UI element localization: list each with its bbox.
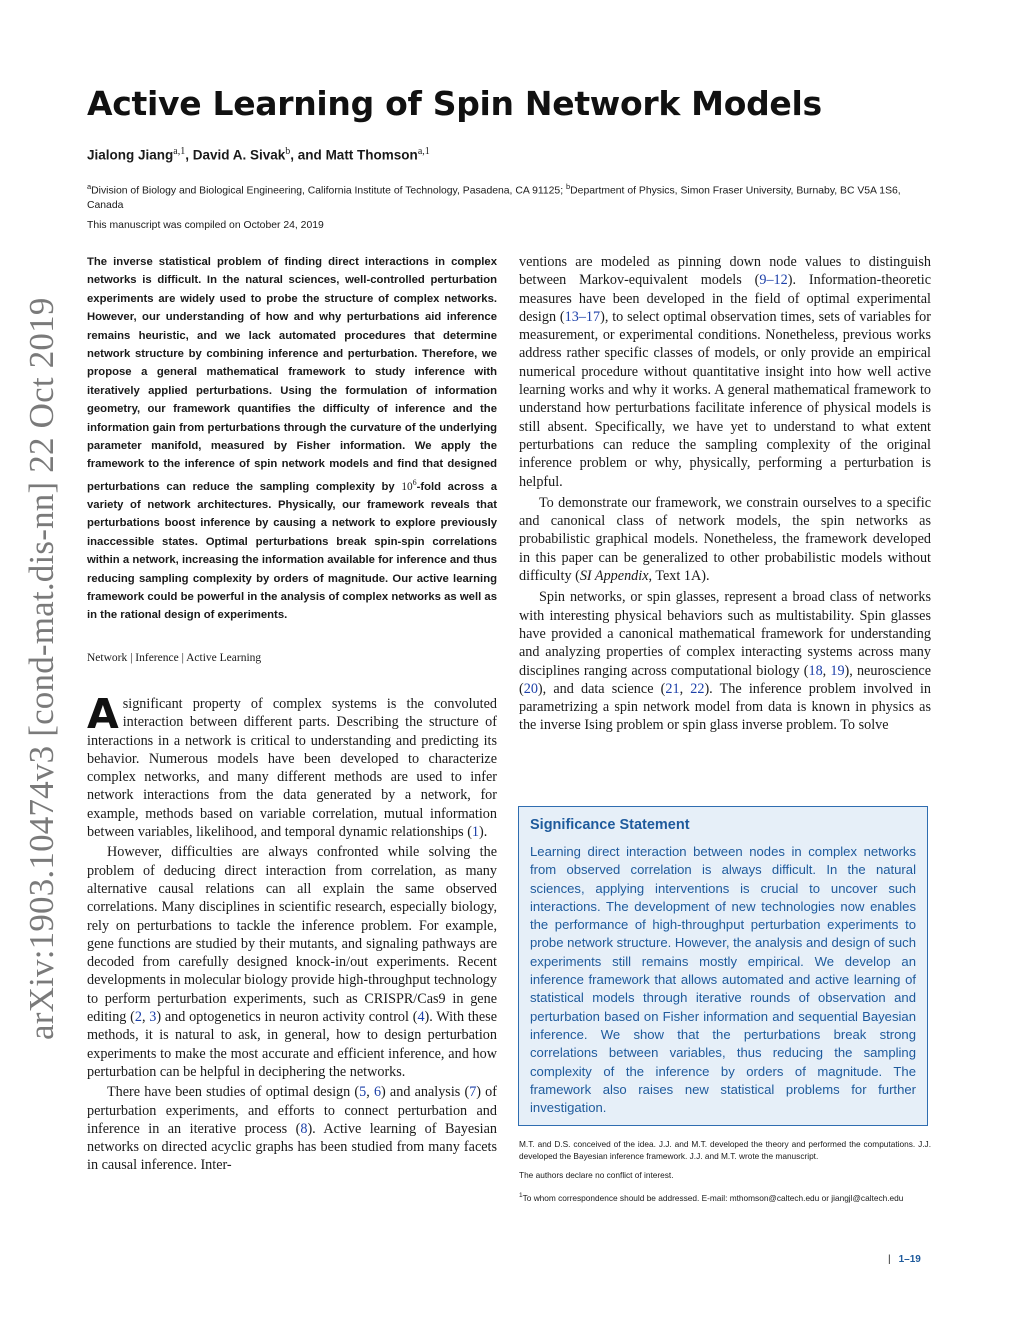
paragraph-text: There have been studies of optimal design ( (107, 1084, 360, 1101)
abstract-text: The inverse statistical problem of finding direct interactions in complex networks is difficult. In the natural sciences, well-controlled perturbation experiments are widely used to probe the structure of complex networks. However, our understanding of how and why perturbations aid inference remains heuristic, and we lack automated procedures that determine network structure by combining inference and perturbation. Therefore, we propose a general mathematical framework to study inference with iteratively applied perturbations. Using the formulation of information geometry, our framework quantifies the difficulty of inference and the information gain from perturbations through the curvature of the underlying parameter manifold, measured by Fisher information. We apply the framework to the inference of spin network models and find that designed perturbations can reduce the sampling complexity by (87, 256, 497, 493)
footnotes (519, 1139, 931, 1212)
citation-link[interactable]: 4 (417, 1009, 425, 1026)
citation-link[interactable]: 1 (471, 824, 480, 841)
author-name: David A. Sivak (192, 147, 286, 163)
arxiv-identifier: arXiv:1903.10474v3 [cond-mat.dis-nn] 22 Oct 2019 (22, 297, 61, 1040)
citation-link[interactable]: 18 (808, 662, 823, 679)
citation-link[interactable]: 8 (300, 1120, 308, 1137)
paragraph-text: , Text 1A). (648, 568, 710, 585)
author-name: Jialong Jiang (87, 147, 174, 163)
affiliations (87, 180, 937, 213)
paragraph-text: To demonstrate our framework, we constrain ourselves to a specific and canonical class of network models, the spin networks as probabilistic graphical models. Nonetheless, the framework developed in this paper can be generalized to other probabilistic models without difficulty ( (519, 494, 931, 585)
abstract (87, 253, 497, 625)
citation-link[interactable]: 21 (665, 680, 680, 697)
paragraph-text: However, difficulties are always confronted while solving the problem of deducing direct interaction from correlation, as many alternative causal relations can all explain the same observed correlations. Many disciplines in scientific research, especially biology, rely on perturbations to tackle the inference problem. For example, gene functions are studied by their mutants, and signaling pathways are decoded from carefully designed knock-in/out experiments. Recent developments in molecular biology provide high-throughput technology to perform perturbation experiments, such as CRISPR/Cas9 in gene editing ( (87, 844, 497, 1026)
paragraph-text: ). Information-theoretic measures have been developed in the field of optimal experimental design ( (519, 272, 932, 325)
author-separator: , (185, 147, 193, 163)
author-separator: , and (290, 147, 326, 163)
citation-link[interactable]: 7 (469, 1084, 477, 1101)
paragraph-text: ventions are modeled as pinning down node values to distinguish between Markov-equivalent models ( (519, 254, 931, 289)
body-paragraph (87, 690, 497, 841)
citation-link[interactable]: 19 (830, 662, 845, 679)
abstract-exponent: 6 (412, 477, 417, 487)
body-paragraph: Spin networks, or spin glasses, represent a broad class of networks with interesting physical behaviors such as multistability. Spin glasses have provided a canonical mathematical framework for understanding and analyzing properties of complex interacting systems across many disciplines ranging across computational biology (18, 19), neuroscience (20), and data science (21, 22). The inference problem involved in parametrizing a spin network model from data is known in physics as the inverse Ising problem or spin glass inverse problem. To solve (519, 589, 932, 734)
si-appendix-reference: SI Appendix (579, 568, 649, 585)
paragraph-text: ) and optogenetics in neuron activity control ( (156, 1009, 418, 1026)
abstract-exponent-base: 10 (401, 480, 413, 493)
body-paragraph (519, 253, 931, 491)
body-paragraph (519, 494, 931, 585)
paragraph-text: ). With these methods, it is natural to ask, in general, how to design perturbation experiments to make the most accurate and efficient inference, and how perturbation can be helpful in deciphering the networks. (87, 1009, 497, 1080)
paragraph-text: Spin networks, or spin glasses, represent a broad class of networks with interesting physical behaviors such as multistability. Spin glasses have provided a canonical mathematical framework for understanding and analyzing properties of complex interacting systems across many disciplines ranging across computational biology ( (519, 589, 931, 679)
page-number-separator: | (888, 1254, 891, 1265)
conflict-statement: The authors declare no conflict of interest. (519, 1170, 674, 1180)
citation-link[interactable]: 6 (373, 1084, 382, 1101)
body-paragraph: However, difficulties are always confronted while solving the problem of deducing direct interaction from correlation, as many alternative causal relations can all explain the same observed correlations. Many disciplines in scientific research, especially biology, rely on perturbations to tackle the inference problem. For example, gene functions are studied by their mutants, and signaling pathways are decoded from carefully designed knock-in/out experiments. Recent developments in molecular biology provide high-throughput technology to perform perturbation experiments, such as CRISPR/Cas9 in gene editing (2, 3) and optogenetics in neuron activity control (4). With these methods, it is natural to ask, in general, how to design perturbation experiments to make the most accurate and efficient inference, and how perturbation can be helpful in deciphering the networks. (87, 844, 497, 1080)
affiliation-b: Department of Physics, Simon Fraser University, Burnaby, BC V5A 1S6, Canada (87, 185, 901, 211)
paragraph-text: ) of perturbation experiments, and efforts to connect perturbation and inference in an iterative process ( (87, 1084, 497, 1137)
page-range: 1–19 (898, 1254, 921, 1265)
paragraph-text: ) and analysis ( (381, 1084, 470, 1101)
paper-title: Active Learning of Spin Network Models (87, 84, 822, 123)
citation-link[interactable]: 22 (690, 680, 705, 697)
keywords: Network | Inference | Active Learning (87, 652, 262, 664)
significance-statement-box (518, 806, 928, 1126)
author-name: Matt Thomson (325, 147, 418, 163)
affiliation-mark: b (565, 182, 571, 191)
author-affiliation-mark: b (285, 146, 291, 157)
drop-cap: A (87, 690, 119, 738)
paragraph-text: ). (479, 824, 488, 841)
correspondence-note (519, 1190, 931, 1204)
citation-link[interactable]: 2 (134, 1009, 142, 1026)
author-affiliation-mark: a,1 (173, 146, 186, 157)
affiliation-mark: a (87, 182, 92, 191)
author-contributions: M.T. and D.S. conceived of the idea. J.J. and M.T. developed the theory and performed the computations. J.J. developed the Bayesian inference framework. J.J. and M.T. wrote the manuscript. (519, 1139, 931, 1161)
paragraph-text: ), to select optimal observation times, sets of variables for measurement, or experimental conditions. Nonetheless, previous works address rather specific classes of models, or only provide an empirical numerical procedure without quantitative insight into how well active learning works and why it works. A general mathematical framework to understand how perturbations facilitate inference of physical models is still absent. Specifically, we have yet to understand to what extent perturbations can reduce the sampling complexity of the original inference problem or why, physically, performing a perturbation is helpful. (519, 308, 931, 490)
compile-date-note: This manuscript was compiled on October 24, 2019 (87, 220, 324, 231)
citation-link[interactable]: 5 (359, 1084, 367, 1101)
citation-link[interactable]: 3 (149, 1009, 157, 1026)
citation-link[interactable]: 13–17 (564, 308, 601, 325)
paragraph-text: ). Active learning of Bayesian networks on directed acyclic graphs has been studied from many facets in causal inference. Inter- (87, 1120, 497, 1174)
right-column-body (519, 253, 931, 735)
left-column-body (87, 690, 497, 1175)
significance-title: Significance Statement (530, 817, 690, 833)
significance-text: Learning direct interaction between nodes in complex networks from observed correlation is always difficult. In the natural sciences, applying interventions is crucial to uncover such interactions. The development of new technologies now enables the performance of high-throughput perturbation experiments to probe network structure. However, the analysis and design of such experiments still remains mostly empirical. We develop an inference framework that allows automated and active learning of statistical models through iterative rounds of observation and perturbation based on Fisher information and sequential Bayesian inference. We show that the perturbations break strong correlations between variables, thus reducing the sampling complexity of the inference by orders of magnitude. The framework also raises new statistical problems for further investigation. (530, 844, 916, 1116)
affiliation-a: Division of Biology and Biological Engineering, California Institute of Technology, Pasadena, CA 91125; (91, 185, 566, 197)
paragraph-text: ), neuroscience ( (519, 662, 932, 697)
body-paragraph: There have been studies of optimal design (5, 6) and analysis (7) of perturbation experiments, and efforts to connect perturbation and inference in an iterative process (8). Active learning of Bayesian networks on directed acyclic graphs has been studied from many facets in causal inference. Inter- (87, 1084, 497, 1174)
paragraph-text: significant property of complex systems is the convoluted interaction between different parts. Describing the structure of interactions in a network is critical to understanding and predicting its behavior. Numerous models have been developed to characterize complex networks, and many different methods are used to infer network interactions from the data generated by a network, for example, methods based on variable correlation, mutual information between variables, likelihood, and temporal dynamic relationships ( (87, 696, 497, 841)
citation-link[interactable]: 9–12 (759, 272, 788, 289)
correspondence-text: To whom correspondence should be addressed. E-mail: mthomson@caltech.edu or jiangjl@caltech.edu (522, 1192, 904, 1203)
page-number (888, 1254, 921, 1265)
citation-link[interactable]: 20 (523, 680, 538, 697)
abstract-text: -fold across a variety of network architectures. Physically, our framework reveals that perturbations boost inference by causing a network to explore previously inaccessible states. Optimal perturbations break spin-spin correlations within a network, increasing the information available for inference and thus reducing sampling complexity by orders of magnitude. Our active learning framework could be powerful in the analysis of complex networks as well as in the rational design of experiments. (87, 480, 497, 622)
paragraph-text: ), and data science ( (537, 680, 666, 697)
author-list (87, 146, 430, 163)
footnote-mark: 1 (519, 1191, 523, 1199)
paragraph-text: ). The inference problem involved in parametrizing a spin network model from data is known in physics as the inverse Ising problem or spin glass inverse problem. To solve (519, 680, 931, 734)
author-affiliation-mark: a,1 (417, 146, 430, 157)
